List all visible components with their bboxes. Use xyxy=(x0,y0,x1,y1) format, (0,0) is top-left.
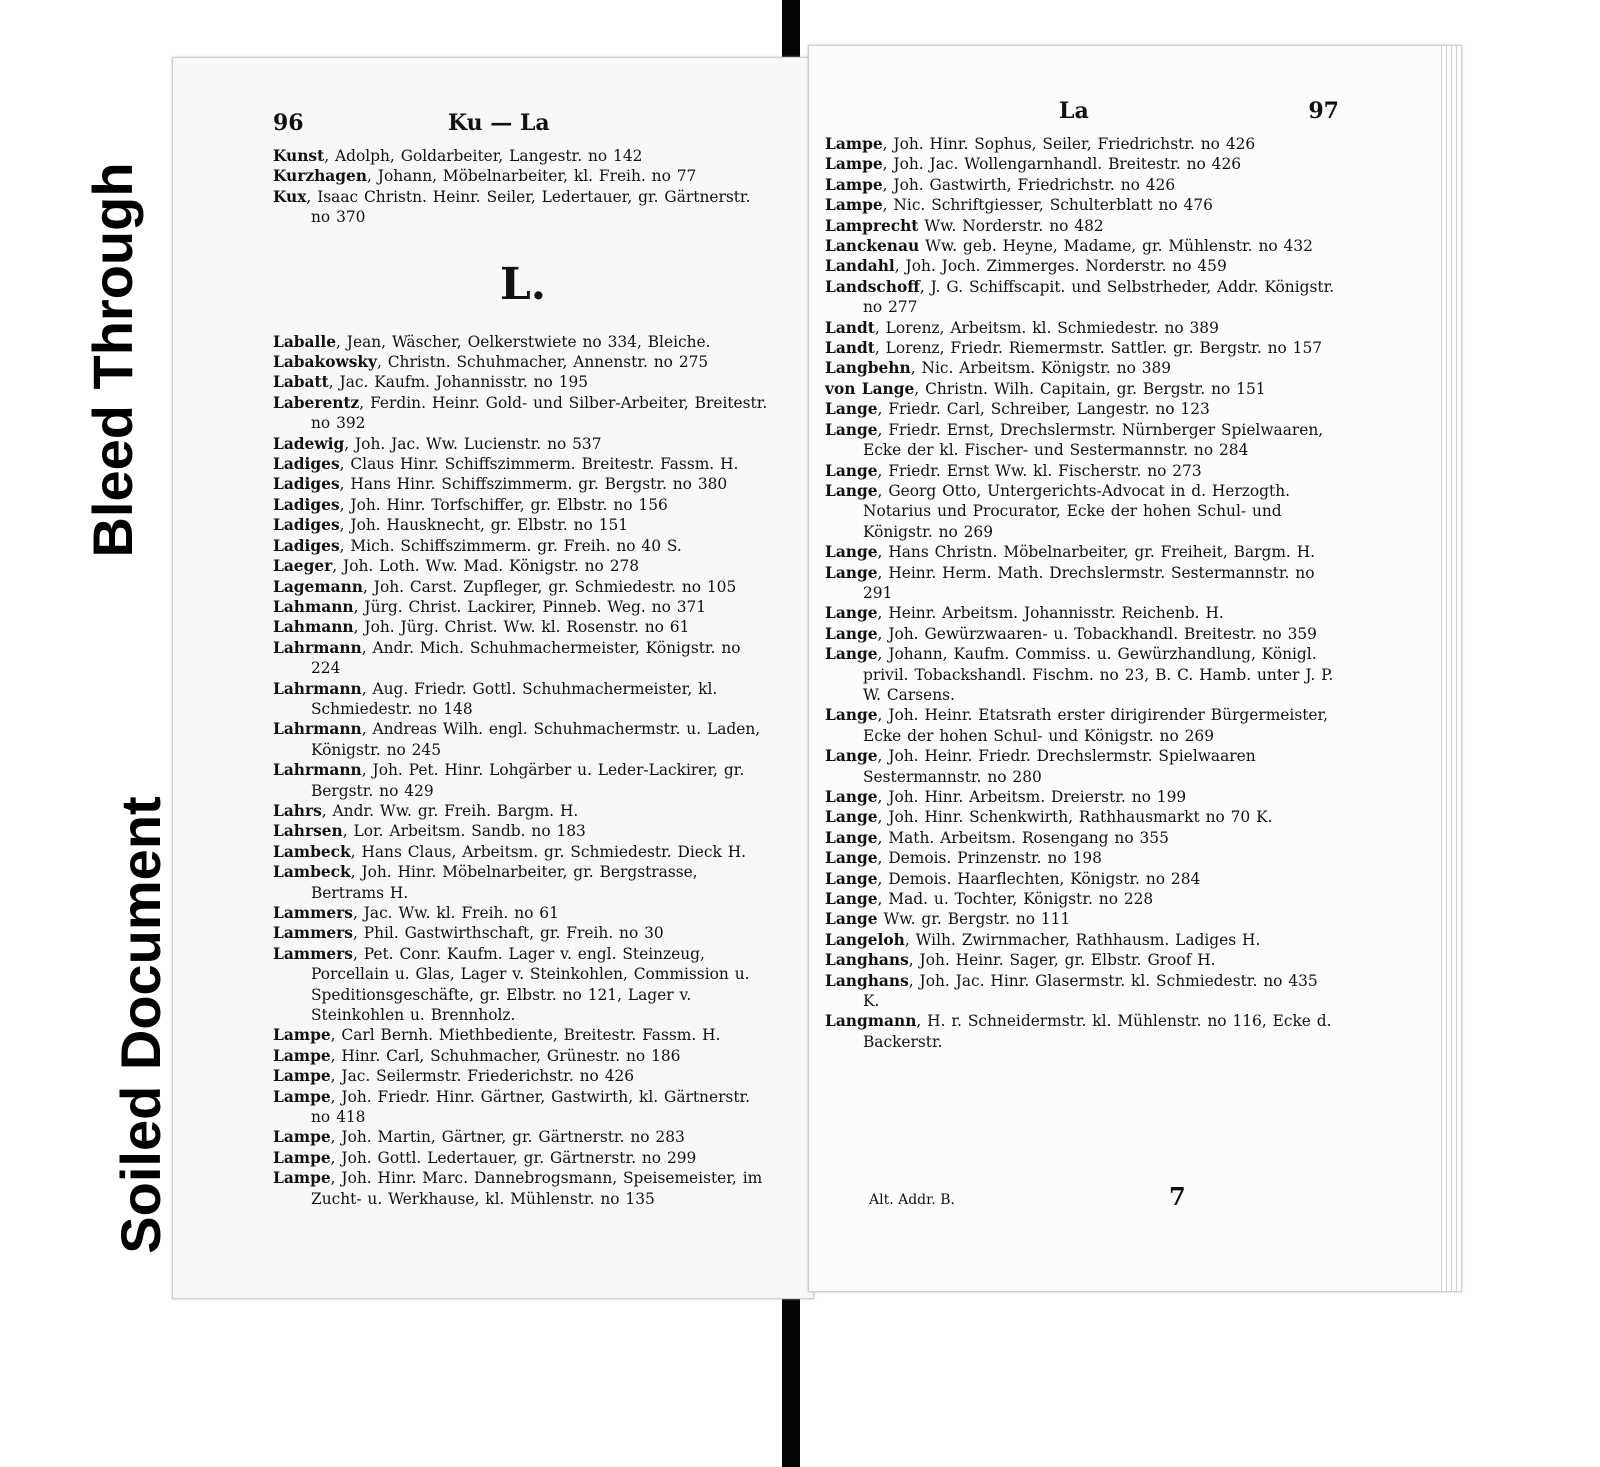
directory-entry xyxy=(825,889,1335,909)
entry-surname: Labakowsky xyxy=(273,353,377,372)
entry-surname: Lampe xyxy=(825,155,883,174)
directory-entry xyxy=(273,577,773,597)
directory-entry xyxy=(825,746,1335,787)
directory-entry xyxy=(825,848,1335,868)
directory-entry xyxy=(825,481,1335,542)
entry-details: , Andreas Wilh. engl. Schuhmachermstr. u. Laden, Königstr. no 245 xyxy=(311,720,761,759)
entry-details: , Demois. Haarflechten, Königstr. no 284 xyxy=(877,869,1201,888)
directory-entry xyxy=(273,556,773,576)
entry-surname: Langhans xyxy=(825,951,909,970)
directory-entry xyxy=(825,134,1335,154)
directory-entry xyxy=(273,1066,773,1086)
directory-entry xyxy=(273,166,773,186)
entry-surname: Lange xyxy=(825,808,878,827)
entry-surname: Lahrmann xyxy=(273,679,362,698)
right-page xyxy=(808,45,1462,1292)
directory-entry xyxy=(273,1148,773,1168)
directory-entry xyxy=(825,787,1335,807)
directory-entry xyxy=(825,195,1335,215)
entry-details: , Lor. Arbeitsm. Sandb. no 183 xyxy=(342,822,586,841)
entry-details: , Joh. Carst. Zupfleger, gr. Schmiedestr. no 105 xyxy=(362,577,737,596)
directory-entry xyxy=(273,760,773,801)
directory-entry xyxy=(825,950,1335,970)
entry-details: , Johann, Möbelnarbeiter, kl. Freih. no 77 xyxy=(366,167,697,186)
entry-details: , Pet. Conr. Kaufm. Lager v. engl. Steinzeug, Porcellain u. Glas, Lager v. Steinkohlen, Commission u. Speditionsgeschäfte, gr. Elbstr. no 121, Lager v. Steinkohlen u. Brennholz. xyxy=(311,944,750,1025)
entry-surname: Lange xyxy=(825,706,878,725)
entry-details: Ww. Norderstr. no 482 xyxy=(918,216,1104,235)
directory-entry xyxy=(825,154,1335,174)
entry-surname: Lampe xyxy=(273,1148,331,1167)
entry-details: , Joh. Heinr. Sager, gr. Elbstr. Groof H. xyxy=(908,951,1216,970)
entry-details: , Hinr. Carl, Schuhmacher, Grünestr. no 186 xyxy=(330,1046,681,1065)
entry-details: , Adolph, Goldarbeiter, Langestr. no 142 xyxy=(324,147,643,165)
directory-entry xyxy=(825,277,1335,318)
entry-surname: Ladiges xyxy=(273,516,340,535)
entry-details: , Christn. Wilh. Capitain, gr. Bergstr. no 151 xyxy=(914,379,1266,398)
entry-surname: Lange xyxy=(825,400,878,419)
directory-entry xyxy=(273,1127,773,1147)
entry-details: , Isaac Christn. Heinr. Seiler, Ledertauer, gr. Gärtnerstr. no 370 xyxy=(306,187,751,227)
entry-surname: Lagemann xyxy=(273,577,363,596)
entry-surname: Lange xyxy=(825,910,878,929)
label-bleed-through: Bleed Through xyxy=(81,162,144,558)
entry-details: , Joh. Hinr. Sophus, Seiler, Friedrichstr. no 426 xyxy=(882,135,1256,153)
entry-surname: Lahrsen xyxy=(273,822,343,841)
directory-entry xyxy=(273,495,773,515)
directory-entry xyxy=(825,420,1335,461)
entry-surname: Lampe xyxy=(273,1128,331,1147)
entry-details: , Joh. Gastwirth, Friedrichstr. no 426 xyxy=(882,175,1176,194)
entry-details: , Nic. Schriftgiesser, Schulterblatt no 476 xyxy=(882,196,1213,215)
entry-details: , Aug. Friedr. Gottl. Schuhmachermeister, kl. Schmiedestr. no 148 xyxy=(311,679,718,718)
directory-entry xyxy=(273,515,773,535)
entry-details: , Joh. Jürg. Christ. Ww. kl. Rosenstr. no 61 xyxy=(353,618,690,637)
entry-details: , Joh. Joch. Zimmerges. Norderstr. no 459 xyxy=(894,257,1227,276)
entry-details: , Math. Arbeitsm. Rosengang no 355 xyxy=(877,828,1169,847)
directory-entry xyxy=(825,1011,1335,1052)
entry-details: , Joh. Martin, Gärtner, gr. Gärtnerstr. no 283 xyxy=(330,1128,685,1147)
entry-surname: Lammers xyxy=(273,944,353,963)
entry-details: , Hans Claus, Arbeitsm. gr. Schmiedestr. Dieck H. xyxy=(350,842,747,861)
entry-surname: Landt xyxy=(825,339,875,358)
entry-details: , Claus Hinr. Schiffszimmerm. Breitestr. Fassm. H. xyxy=(339,455,739,474)
entry-details: , Jac. Seilermstr. Friederichstr. no 426 xyxy=(330,1067,635,1086)
entry-surname: Lampe xyxy=(273,1046,331,1065)
directory-entry xyxy=(825,909,1335,929)
directory-entry xyxy=(273,1087,773,1128)
entry-surname: Laballe xyxy=(273,332,337,351)
directory-entry xyxy=(825,563,1335,604)
entry-details: , Joh. Friedr. Hinr. Gärtner, Gastwirth, kl. Gärtnerstr. no 418 xyxy=(311,1087,751,1127)
entry-surname: Lange xyxy=(825,481,878,500)
film-edge-bottom xyxy=(782,1270,800,1467)
directory-entry xyxy=(273,393,773,434)
footer-signature: Alt. Addr. B. xyxy=(869,1192,955,1208)
directory-entry xyxy=(825,175,1335,195)
directory-entry xyxy=(273,903,773,923)
entry-details: , Joh. Jac. Wollengarnhandl. Breitestr. no 426 xyxy=(882,155,1242,174)
entry-details: , Joh. Hinr. Torfschiffer, gr. Elbstr. no 156 xyxy=(339,495,668,514)
directory-entry xyxy=(273,862,773,903)
entry-details: , Heinr. Herm. Math. Drechslermstr. Sestermannstr. no 291 xyxy=(863,563,1315,602)
directory-entry xyxy=(273,454,773,474)
directory-entry xyxy=(273,801,773,821)
entry-details: , Andr. Ww. gr. Freih. Bargm. H. xyxy=(321,801,579,820)
entry-surname: Kurzhagen xyxy=(273,167,367,186)
entry-details: , Joh. Hinr. Arbeitsm. Dreierstr. no 199 xyxy=(877,788,1187,806)
directory-entry xyxy=(273,821,773,841)
directory-entry xyxy=(273,679,773,720)
entry-details: , Joh. Hinr. Schenkwirth, Rathhausmarkt no 70 K. xyxy=(877,808,1273,827)
directory-entry xyxy=(273,617,773,637)
directory-entry xyxy=(273,187,773,228)
directory-entry xyxy=(273,536,773,556)
entry-surname: Lammers xyxy=(273,904,353,922)
entry-details: , Christn. Schuhmacher, Annenstr. no 275 xyxy=(376,353,709,372)
directory-entry xyxy=(273,474,773,494)
directory-entry xyxy=(825,256,1335,276)
entry-surname: Lampe xyxy=(825,135,883,153)
entry-surname: Lampe xyxy=(273,1169,331,1188)
entry-surname: Lange xyxy=(825,543,878,562)
entry-surname: Ladiges xyxy=(273,536,340,555)
entry-details: , Joh. Pet. Hinr. Lohgärber u. Leder-Lackirer, gr. Bergstr. no 429 xyxy=(311,761,745,800)
directory-entry xyxy=(825,828,1335,848)
directory-entry xyxy=(825,705,1335,746)
entry-surname: Lanckenau xyxy=(825,237,920,256)
left-page xyxy=(172,57,814,1299)
entry-details: , Heinr. Arbeitsm. Johannisstr. Reichenb. H. xyxy=(877,604,1224,623)
entry-details: , Joh. Jac. Ww. Lucienstr. no 537 xyxy=(344,434,602,453)
directory-entry xyxy=(273,1046,773,1066)
entry-surname: Kunst xyxy=(273,147,325,165)
entry-surname: Lange xyxy=(825,461,878,480)
directory-entry xyxy=(825,930,1335,950)
entry-surname: Lange xyxy=(825,890,878,909)
entry-details: , Johann, Kaufm. Commiss. u. Gewürzhandlung, Königl. privil. Tobackshandl. Fischm. no 23, B. C. Hamb. unter J. P. W. Carsens. xyxy=(863,645,1334,704)
running-title: Ku — La xyxy=(448,110,550,136)
directory-entry xyxy=(273,1168,773,1209)
entry-surname: Lampe xyxy=(825,196,883,215)
directory-entry xyxy=(825,318,1335,338)
directory-entry xyxy=(825,624,1335,644)
entry-surname: Lahmann xyxy=(273,618,354,637)
entry-surname: Langmann xyxy=(825,1012,917,1031)
entry-surname: Lange xyxy=(825,849,878,868)
entry-details: , Jac. Kaufm. Johannisstr. no 195 xyxy=(328,373,589,392)
section-letter: L. xyxy=(499,258,547,310)
entry-details: , Mich. Schiffszimmerm. gr. Freih. no 40 S. xyxy=(339,536,682,555)
directory-entry xyxy=(273,923,773,943)
entry-details: , Lorenz, Arbeitsm. kl. Schmiedestr. no 389 xyxy=(874,318,1219,337)
entry-surname: Ladiges xyxy=(273,475,340,494)
entry-surname: Landt xyxy=(825,318,875,337)
directory-entry xyxy=(825,358,1335,378)
entry-details: , Joh. Hinr. Möbelnarbeiter, gr. Bergstrasse, Bertrams H. xyxy=(311,863,698,902)
directory-entry xyxy=(273,638,773,679)
directory-entry xyxy=(273,352,773,372)
entry-surname: Labatt xyxy=(273,373,329,392)
entry-details: , Friedr. Ernst, Drechslermstr. Nürnberger Spielwaaren, Ecke der kl. Fischer- und Sestermannstr. no 284 xyxy=(863,420,1324,460)
entry-details: , Jürg. Christ. Lackirer, Pinneb. Weg. no 371 xyxy=(353,597,707,616)
entry-details: , Ferdin. Heinr. Gold- und Silber-Arbeiter, Breitestr. no 392 xyxy=(311,393,768,433)
directory-entry xyxy=(273,372,773,392)
directory-entry xyxy=(273,719,773,760)
entry-surname: Ladiges xyxy=(273,455,340,474)
entry-surname: Lahmann xyxy=(273,597,354,616)
entry-details: Ww. gr. Bergstr. no 111 xyxy=(877,910,1071,929)
entry-details: , Demois. Prinzenstr. no 198 xyxy=(877,849,1102,868)
entry-surname: Lange xyxy=(825,604,878,623)
entry-surname: Lange xyxy=(825,747,878,766)
entry-surname: Landahl xyxy=(825,257,895,276)
entry-surname: Lampe xyxy=(273,1026,331,1045)
directory-entry xyxy=(825,399,1335,419)
entry-details: , Joh. Gottl. Ledertauer, gr. Gärtnerstr. no 299 xyxy=(330,1148,697,1167)
directory-entry xyxy=(825,461,1335,481)
directory-entry xyxy=(825,236,1335,256)
entry-surname: Laberentz xyxy=(273,393,360,412)
entry-details: , Friedr. Carl, Schreiber, Langestr. no 123 xyxy=(877,400,1210,419)
page-number: 97 xyxy=(1308,98,1339,124)
entry-details: , Joh. Heinr. Etatsrath erster dirigirender Bürgermeister, Ecke der hohen Schul- und Königstr. no 269 xyxy=(863,706,1329,745)
entry-surname: Lammers xyxy=(273,924,353,943)
entry-details: , Hans Christn. Möbelnarbeiter, gr. Freiheit, Bargm. H. xyxy=(877,543,1316,562)
directory-entry xyxy=(825,603,1335,623)
directory-entry xyxy=(273,944,773,1026)
running-title: La xyxy=(1059,98,1089,124)
entry-surname: Lahrmann xyxy=(273,761,362,780)
page-footer xyxy=(869,1182,1329,1218)
entry-details: , Mad. u. Tochter, Königstr. no 228 xyxy=(877,890,1154,909)
entry-surname: Lampe xyxy=(273,1067,331,1086)
directory-entry xyxy=(273,1025,773,1045)
directory-entry xyxy=(825,338,1335,358)
entry-details: , Joh. Heinr. Friedr. Drechslermstr. Spielwaaren Sestermannstr. no 280 xyxy=(863,747,1256,786)
entry-details: , Carl Bernh. Miethbediente, Breitestr. Fassm. H. xyxy=(330,1026,721,1045)
directory-entry xyxy=(825,216,1335,236)
entry-surname: Lange xyxy=(825,624,878,643)
entry-surname: Landschoff xyxy=(825,277,920,296)
entry-surname: Langhans xyxy=(825,971,909,990)
directory-entry xyxy=(825,644,1335,705)
entry-surname: Lange xyxy=(825,420,878,439)
entry-surname: Lahrmann xyxy=(273,638,362,657)
entry-details: , Lorenz, Friedr. Riemermstr. Sattler. gr. Bergstr. no 157 xyxy=(874,339,1323,358)
entry-details: , Hans Hinr. Schiffszimmerm. gr. Bergstr. no 380 xyxy=(339,475,728,494)
entry-surname: Lahrmann xyxy=(273,720,362,739)
entry-details: , Nic. Arbeitsm. Königstr. no 389 xyxy=(910,359,1172,378)
entry-surname: Lange xyxy=(825,828,878,847)
directory-entry xyxy=(825,807,1335,827)
entry-surname: Lahrs xyxy=(273,801,322,820)
entry-details: , Joh. Loth. Ww. Mad. Königstr. no 278 xyxy=(332,557,640,576)
entry-details: , H. r. Schneidermstr. kl. Mühlenstr. no 116, Ecke d. Backerstr. xyxy=(863,1012,1332,1051)
entry-details: Ww. geb. Heyne, Madame, gr. Mühlenstr. no 432 xyxy=(919,237,1313,256)
entry-details: , Joh. Gewürzwaaren- u. Tobackhandl. Breitestr. no 359 xyxy=(877,624,1317,643)
entry-details: , Wilh. Zwirnmacher, Rathhausm. Ladiges H. xyxy=(904,930,1261,949)
entry-surname: Lange xyxy=(825,869,878,888)
directory-entry xyxy=(273,597,773,617)
entry-surname: Ladiges xyxy=(273,495,340,514)
label-soiled-document: Soiled Document xyxy=(109,796,172,1254)
entry-surname: Lange xyxy=(825,563,878,582)
entry-surname: Laeger xyxy=(273,557,333,576)
entry-details: , Phil. Gastwirthschaft, gr. Freih. no 30 xyxy=(352,924,664,943)
directory-entry xyxy=(273,842,773,862)
entry-surname: Lambeck xyxy=(273,842,351,861)
entry-details: , Jac. Ww. kl. Freih. no 61 xyxy=(352,904,559,922)
entry-surname: Ladewig xyxy=(273,434,345,453)
entry-details: , Joh. Jac. Hinr. Glasermstr. kl. Schmiedestr. no 435 K. xyxy=(863,971,1318,1011)
entry-surname: Lamprecht xyxy=(825,216,919,235)
entry-details: , Georg Otto, Untergerichts-Advocat in d. Herzogth. Notarius und Procurator, Ecke der hohen Schul- und Königstr. no 269 xyxy=(863,481,1290,541)
directory-entry xyxy=(273,332,773,352)
entry-surname: Langeloh xyxy=(825,930,905,949)
directory-entry xyxy=(825,971,1335,1012)
entry-details: , Joh. Hinr. Marc. Dannebrogsmann, Speisemeister, im Zucht- u. Werkhause, kl. Mühlenstr. no 135 xyxy=(311,1169,763,1208)
entry-surname: Lange xyxy=(825,788,878,806)
entry-details: , Jean, Wäscher, Oelkerstwiete no 334, Bleiche. xyxy=(336,332,711,351)
entry-details: , Joh. Hausknecht, gr. Elbstr. no 151 xyxy=(339,516,629,535)
entry-surname: Lampe xyxy=(825,175,883,194)
right-page-header xyxy=(809,98,1461,128)
entry-surname: von Lange xyxy=(825,379,915,398)
directory-entry xyxy=(825,542,1335,562)
entry-surname: Lange xyxy=(825,645,878,664)
entry-surname: Lambeck xyxy=(273,863,351,882)
directory-entry xyxy=(825,869,1335,889)
entry-surname: Lampe xyxy=(273,1087,331,1106)
left-page-header xyxy=(173,110,813,140)
directory-entry xyxy=(273,146,773,166)
entry-details: , Friedr. Ernst Ww. kl. Fischerstr. no 273 xyxy=(877,461,1202,480)
directory-entry xyxy=(825,379,1335,399)
left-entries xyxy=(273,146,773,1209)
entry-surname: Langbehn xyxy=(825,359,911,378)
right-entries xyxy=(825,134,1335,1052)
footer-mark: 7 xyxy=(1169,1182,1186,1211)
entry-details: , J. G. Schiffscapit. und Selbstrheder, Addr. Königstr. no 277 xyxy=(863,277,1335,317)
entry-surname: Kux xyxy=(273,187,307,206)
directory-entry xyxy=(273,434,773,454)
page-number: 96 xyxy=(273,110,304,136)
entry-details: , Andr. Mich. Schuhmachermeister, Königstr. no 224 xyxy=(311,638,741,678)
